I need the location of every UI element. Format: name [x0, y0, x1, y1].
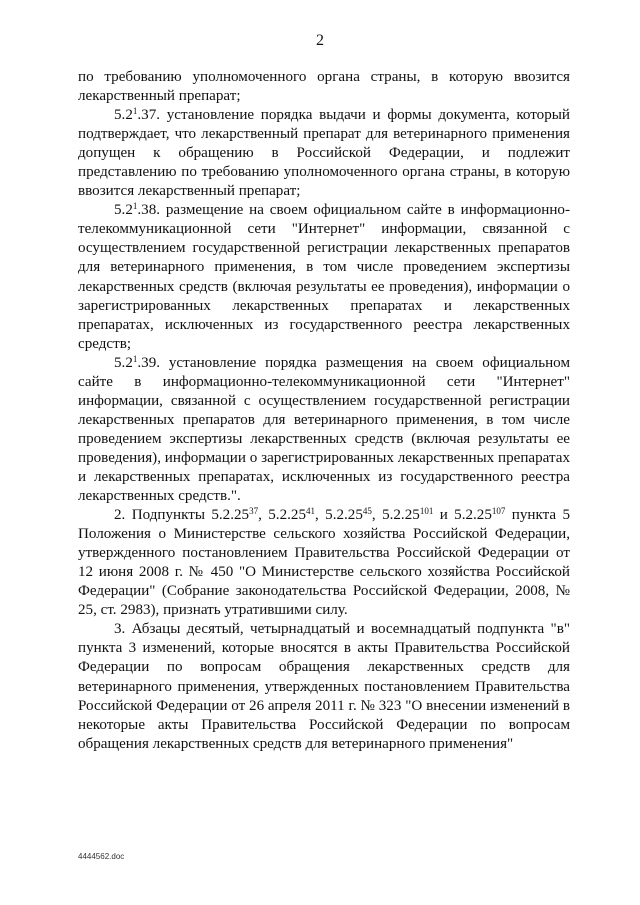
paragraph-text: , 5.2.25 [371, 507, 420, 524]
paragraph-text: .37. установление порядка выдачи и формы документа, который подтверждает, что лекарственный препарат для ветеринарного применения допущен к обращению в Российской Федерации, и подлежит представлению по требованию уполномоченного органа страны, в которую ввозится лекарственный препарат; [78, 107, 570, 200]
paragraph-2 [78, 201, 570, 353]
file-name-footer: 4444562.doc [78, 852, 125, 861]
paragraph-text: , 5.2.25 [315, 507, 363, 524]
paragraph-4 [78, 506, 570, 620]
paragraph-text: и 5.2.25 [433, 507, 492, 524]
paragraph-text: .39. установление порядка размещения на своем официальном сайте в информационно-телекоммуникационной сети "Интернет" информации, связанной с осуществлением государственной регистрации лекарственных препаратов для ветеринарного применения, в том числе проведением экспертизы лекарственных средств (включая результаты ее проведения), информации о зарегистрированных лекарственных препаратах и лекарственных препаратах, исключенных из государственного реестра лекарственных средств.". [78, 354, 570, 505]
superscript-index: 37 [249, 506, 259, 517]
paragraph-1 [78, 106, 570, 201]
paragraph-text: 5.2 [114, 107, 133, 124]
superscript-index: 101 [419, 506, 434, 517]
paragraph-5 [78, 620, 570, 753]
superscript-index: 1 [132, 353, 138, 364]
paragraph-text: 3. Абзацы десятый, четырнадцатый и восемнадцатый подпункта "в" пункта 3 изменений, которые вносятся в акты Правительства Российской Федерации по вопросам обращения лекарственных средств для ветеринарного применения, утвержденных постановлением Правительства Российской Федерации от 26 апреля 2011 г. № 323 "О внесении изменений в некоторые акты Правительства Российской Федерации по вопросам обращения лекарственных средств для ветеринарного применения" [78, 621, 570, 752]
paragraph-text: 5.2 [114, 202, 133, 219]
superscript-index: 41 [306, 506, 315, 517]
paragraph-0 [78, 68, 570, 106]
paragraph-text: по требованию уполномоченного органа страны, в которую ввозится лекарственный препарат; [78, 69, 570, 105]
superscript-index: 45 [362, 506, 372, 517]
paragraph-text: 5.2 [114, 354, 133, 371]
paragraph-text: 2. Подпункты 5.2.25 [114, 507, 250, 524]
paragraph-text: .38. размещение на своем официальном сайте в информационно-телекоммуникационной сети "Интернет" информации, связанной с осуществлением государственной регистрации лекарственных препаратов для ветеринарного применения, в том числе проведением экспертизы лекарственных средств (включая результаты ее проведения), информации о зарегистрированных лекарственных препаратах и лекарственных препаратах, исключенных из государственного реестра лекарственных средств; [78, 202, 570, 352]
paragraph-text: , 5.2.25 [258, 507, 306, 524]
superscript-index: 1 [132, 201, 138, 212]
paragraph-3 [78, 354, 570, 506]
superscript-index: 1 [132, 106, 138, 117]
superscript-index: 107 [491, 506, 506, 517]
page-number: 2 [316, 32, 324, 49]
document-body [78, 68, 570, 754]
paragraph-text: пункта 5 Положения о Министерстве сельского хозяйства Российской Федерации, утвержденного постановлением Правительства Российской Федерации от 12 июня 2008 г. № 450 "О Министерстве сельского хозяйства Российской Федерации" (Собрание законодательства Российской Федерации, 2008, № 25, ст. 2983), признать утратившими силу. [78, 507, 571, 619]
